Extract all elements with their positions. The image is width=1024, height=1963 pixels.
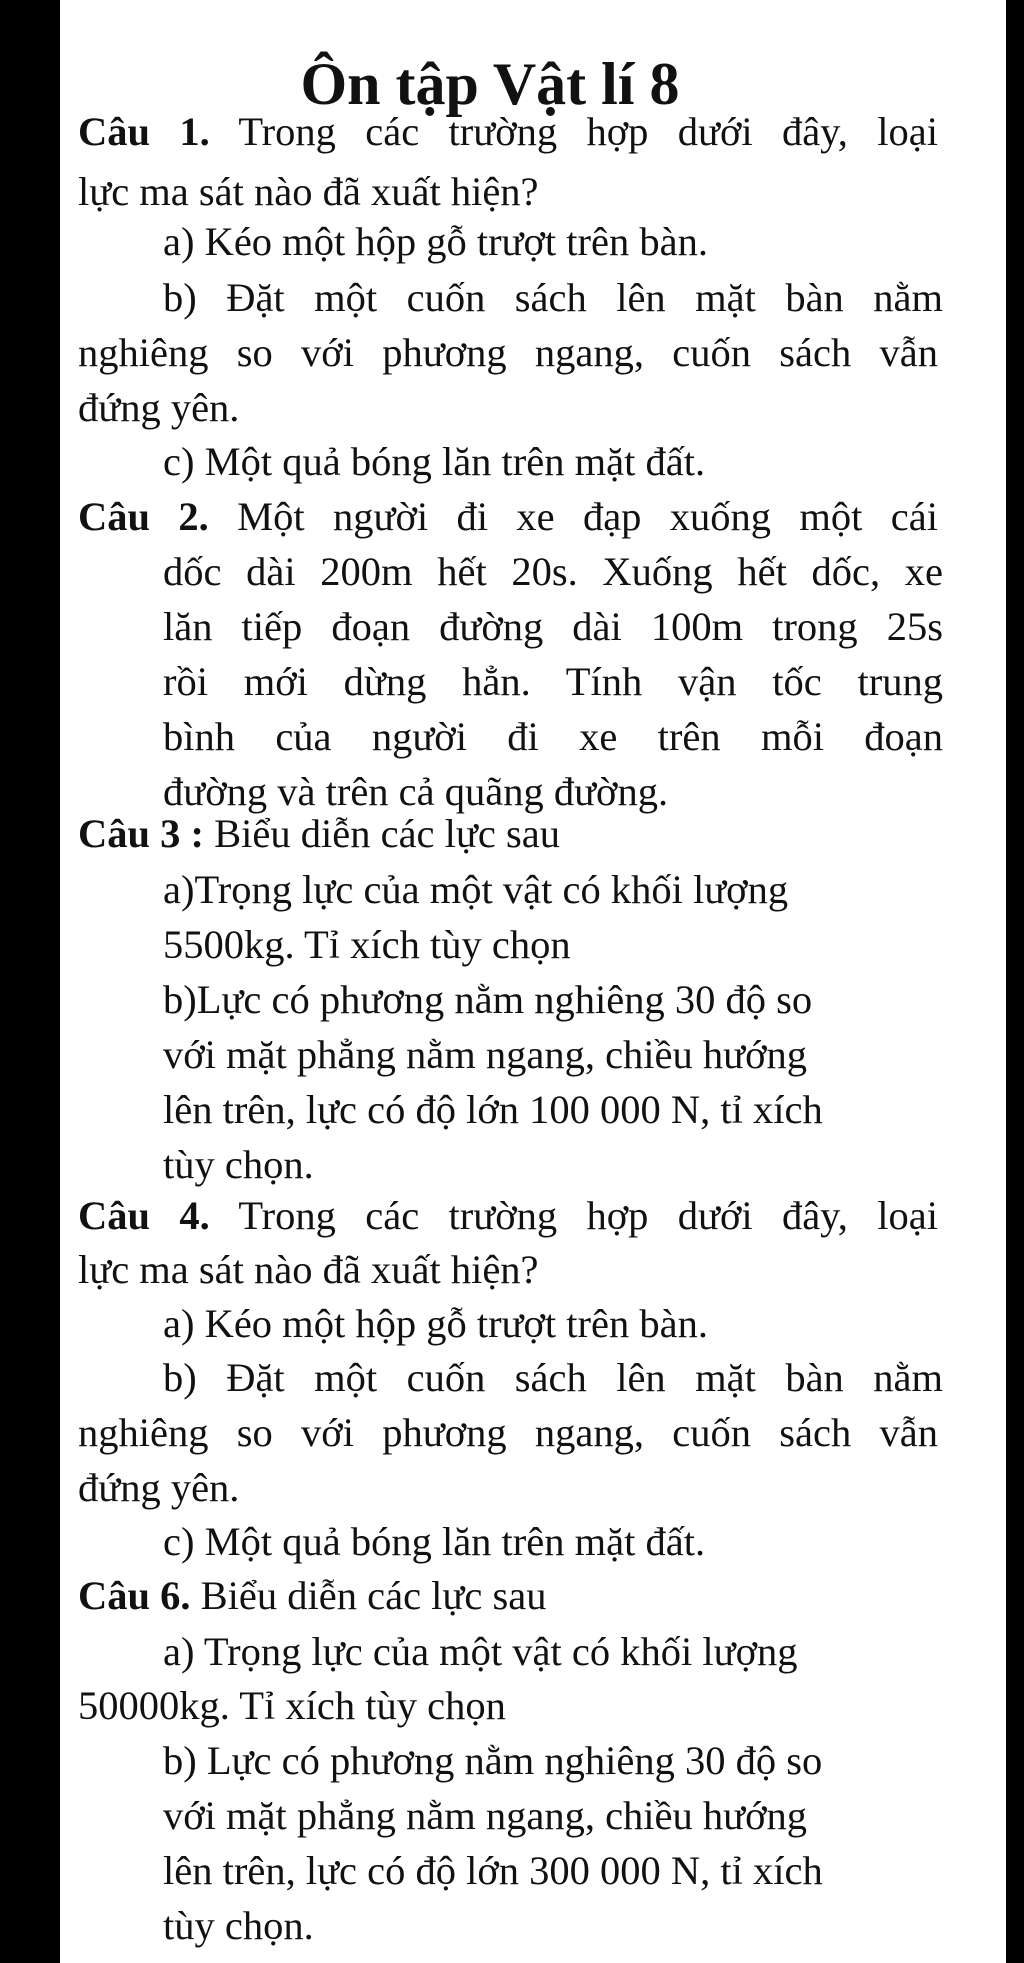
question-6-option-a-line-2: 50000kg. Tỉ xích tùy chọn [78, 1683, 506, 1728]
question-4-text: Trong các trường hợp dưới đây, loại [209, 1193, 938, 1238]
question-1-option-a: a) Kéo một hộp gỗ trượt trên bàn. [163, 219, 708, 264]
question-1-text: Trong các trường hợp dưới đây, loại [209, 109, 938, 154]
question-2-line-2: dốc dài 200m hết 20s. Xuống hết dốc, xe [163, 549, 943, 594]
question-4-line-1 [78, 1193, 938, 1238]
question-3-option-b-line-4: tùy chọn. [163, 1142, 314, 1187]
question-4-option-c: c) Một quả bóng lăn trên mặt đất. [163, 1519, 706, 1564]
question-6-line-1 [78, 1573, 547, 1618]
question-1-line-1 [78, 109, 938, 154]
question-3-option-b-line-1: b)Lực có phương nằm nghiêng 30 độ so [163, 977, 813, 1022]
question-3-line-1 [78, 811, 560, 856]
question-1-option-b-line-1: b) Đặt một cuốn sách lên mặt bàn nằm [163, 275, 943, 320]
question-2-line-3: lăn tiếp đoạn đường dài 100m trong 25s [163, 604, 943, 649]
question-3-option-b-line-3: lên trên, lực có độ lớn 100 000 N, tỉ xích [163, 1087, 823, 1132]
question-6-label: Câu 6. [78, 1573, 191, 1618]
question-3-label: Câu 3 : [78, 811, 205, 856]
question-6-option-b-line-4: tùy chọn. [163, 1903, 314, 1948]
question-1-option-c: c) Một quả bóng lăn trên mặt đất. [163, 439, 706, 484]
question-4-option-b-line-1: b) Đặt một cuốn sách lên mặt bàn nằm [163, 1355, 943, 1400]
question-2-line-5: bình của người đi xe trên mỗi đoạn [163, 714, 943, 759]
question-4-label: Câu 4. [78, 1193, 210, 1238]
question-1-option-b-line-2: nghiêng so với phương ngang, cuốn sách vẫn [78, 330, 938, 375]
page-title: Ôn tập Vật lí 8 [300, 51, 680, 117]
question-4-option-b-line-3: đứng yên. [78, 1465, 240, 1510]
question-6-option-b-line-2: với mặt phẳng nằm ngang, chiều hướng [163, 1793, 808, 1838]
question-2-text: Một người đi xe đạp xuống một cái [208, 494, 938, 539]
question-2-line-1 [78, 494, 938, 539]
question-6-option-b-line-3: lên trên, lực có độ lớn 300 000 N, tỉ xích [163, 1848, 823, 1893]
question-1-option-b-line-3: đứng yên. [78, 385, 240, 430]
question-2-line-6: đường và trên cả quãng đường. [163, 769, 669, 814]
question-1-label: Câu 1. [78, 109, 210, 154]
question-4-line-2: lực ma sát nào đã xuất hiện? [78, 1247, 539, 1292]
question-3-text: Biểu diễn các lực sau [204, 811, 560, 856]
question-3-option-a-line-2: 5500kg. Tỉ xích tùy chọn [163, 922, 571, 967]
question-1-line-2: lực ma sát nào đã xuất hiện? [78, 169, 539, 214]
question-6-option-a-line-1: a) Trọng lực của một vật có khối lượng [163, 1629, 798, 1674]
question-4-option-b-line-2: nghiêng so với phương ngang, cuốn sách vẫn [78, 1410, 938, 1455]
question-2-label: Câu 2. [78, 494, 209, 539]
question-3-option-b-line-2: với mặt phẳng nằm ngang, chiều hướng [163, 1032, 808, 1077]
document-page [60, 0, 1006, 1963]
question-6-option-b-line-1: b) Lực có phương nằm nghiêng 30 độ so [163, 1738, 823, 1783]
question-4-option-a: a) Kéo một hộp gỗ trượt trên bàn. [163, 1301, 708, 1346]
question-3-option-a-line-1: a)Trọng lực của một vật có khối lượng [163, 867, 789, 912]
question-2-line-4: rồi mới dừng hẳn. Tính vận tốc trung [163, 659, 943, 704]
question-6-text: Biểu diễn các lực sau [190, 1573, 547, 1618]
